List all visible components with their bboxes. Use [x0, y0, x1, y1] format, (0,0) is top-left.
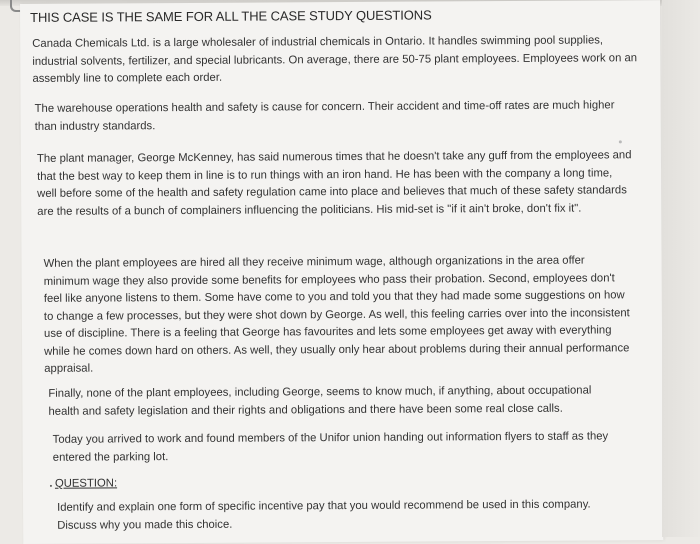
paper-speck	[619, 140, 622, 143]
paragraph-company-intro: Canada Chemicals Ltd. is a large wholesaler of industrial chemicals in Ontario. It handles swimming pool supplies, industrial solvents, fertilizer, and special lubricants. On average, there are 50-75 plant employees. Employees work on an assembly line to complete each order.	[32, 34, 638, 85]
question-text: Identify and explain one form of specific incentive pay that you would recommend be used in this company. Discuss why you made this choice.	[57, 498, 591, 532]
paragraph-union: Today you arrived to work and found members of the Unifor union handing out information flyers to staff as they entered the parking lot.	[52, 430, 609, 464]
question-label: QUESTION:	[55, 475, 117, 492]
paragraph-legislation: Finally, none of the plant employees, including George, seems to know much, if anything, about occupational health and safety legislation and their rights and obligations and there have been some real close calls.	[48, 384, 592, 418]
paragraph-employee-issues: When the plant employees are hired all they receive minimum wage, although organizations in the area offer minimum wage they also provide some benefits for employees who pass their probation. Second, employees don't feel like anyone listens to them. Some have come to you and told you that they had made some suggestions on how to change a few processes, but they were shot down by George. As well, this feeling carries over into the inconsistent use of discipline. There is a feeling that George has favourites and lets some employees get away with everything while he comes down hard on others. As well, they usually only hear about problems during their annual performance appraisal.	[43, 254, 630, 375]
document-page	[20, 0, 663, 544]
document-title: THIS CASE IS THE SAME FOR ALL THE CASE STUDY QUESTIONS	[30, 7, 432, 25]
paragraph-plant-manager: The plant manager, George McKenney, has said numerous times that he doesn't take any guff from the employees and that the best way to keep them in line is to run things with an iron hand. He has been with the company a long time, well before some of the health and safety regulation came into place and believes that much of these safety standards are the results of a bunch of complainers influencing the politicians. His mid-set is "if it ain't broke, don't fix it".	[36, 149, 632, 218]
background-margin	[662, 0, 700, 537]
paragraph-safety-concern: The warehouse operations health and safety is cause for concern. Their accident and time-off rates are much higher than industry standards.	[34, 99, 615, 133]
